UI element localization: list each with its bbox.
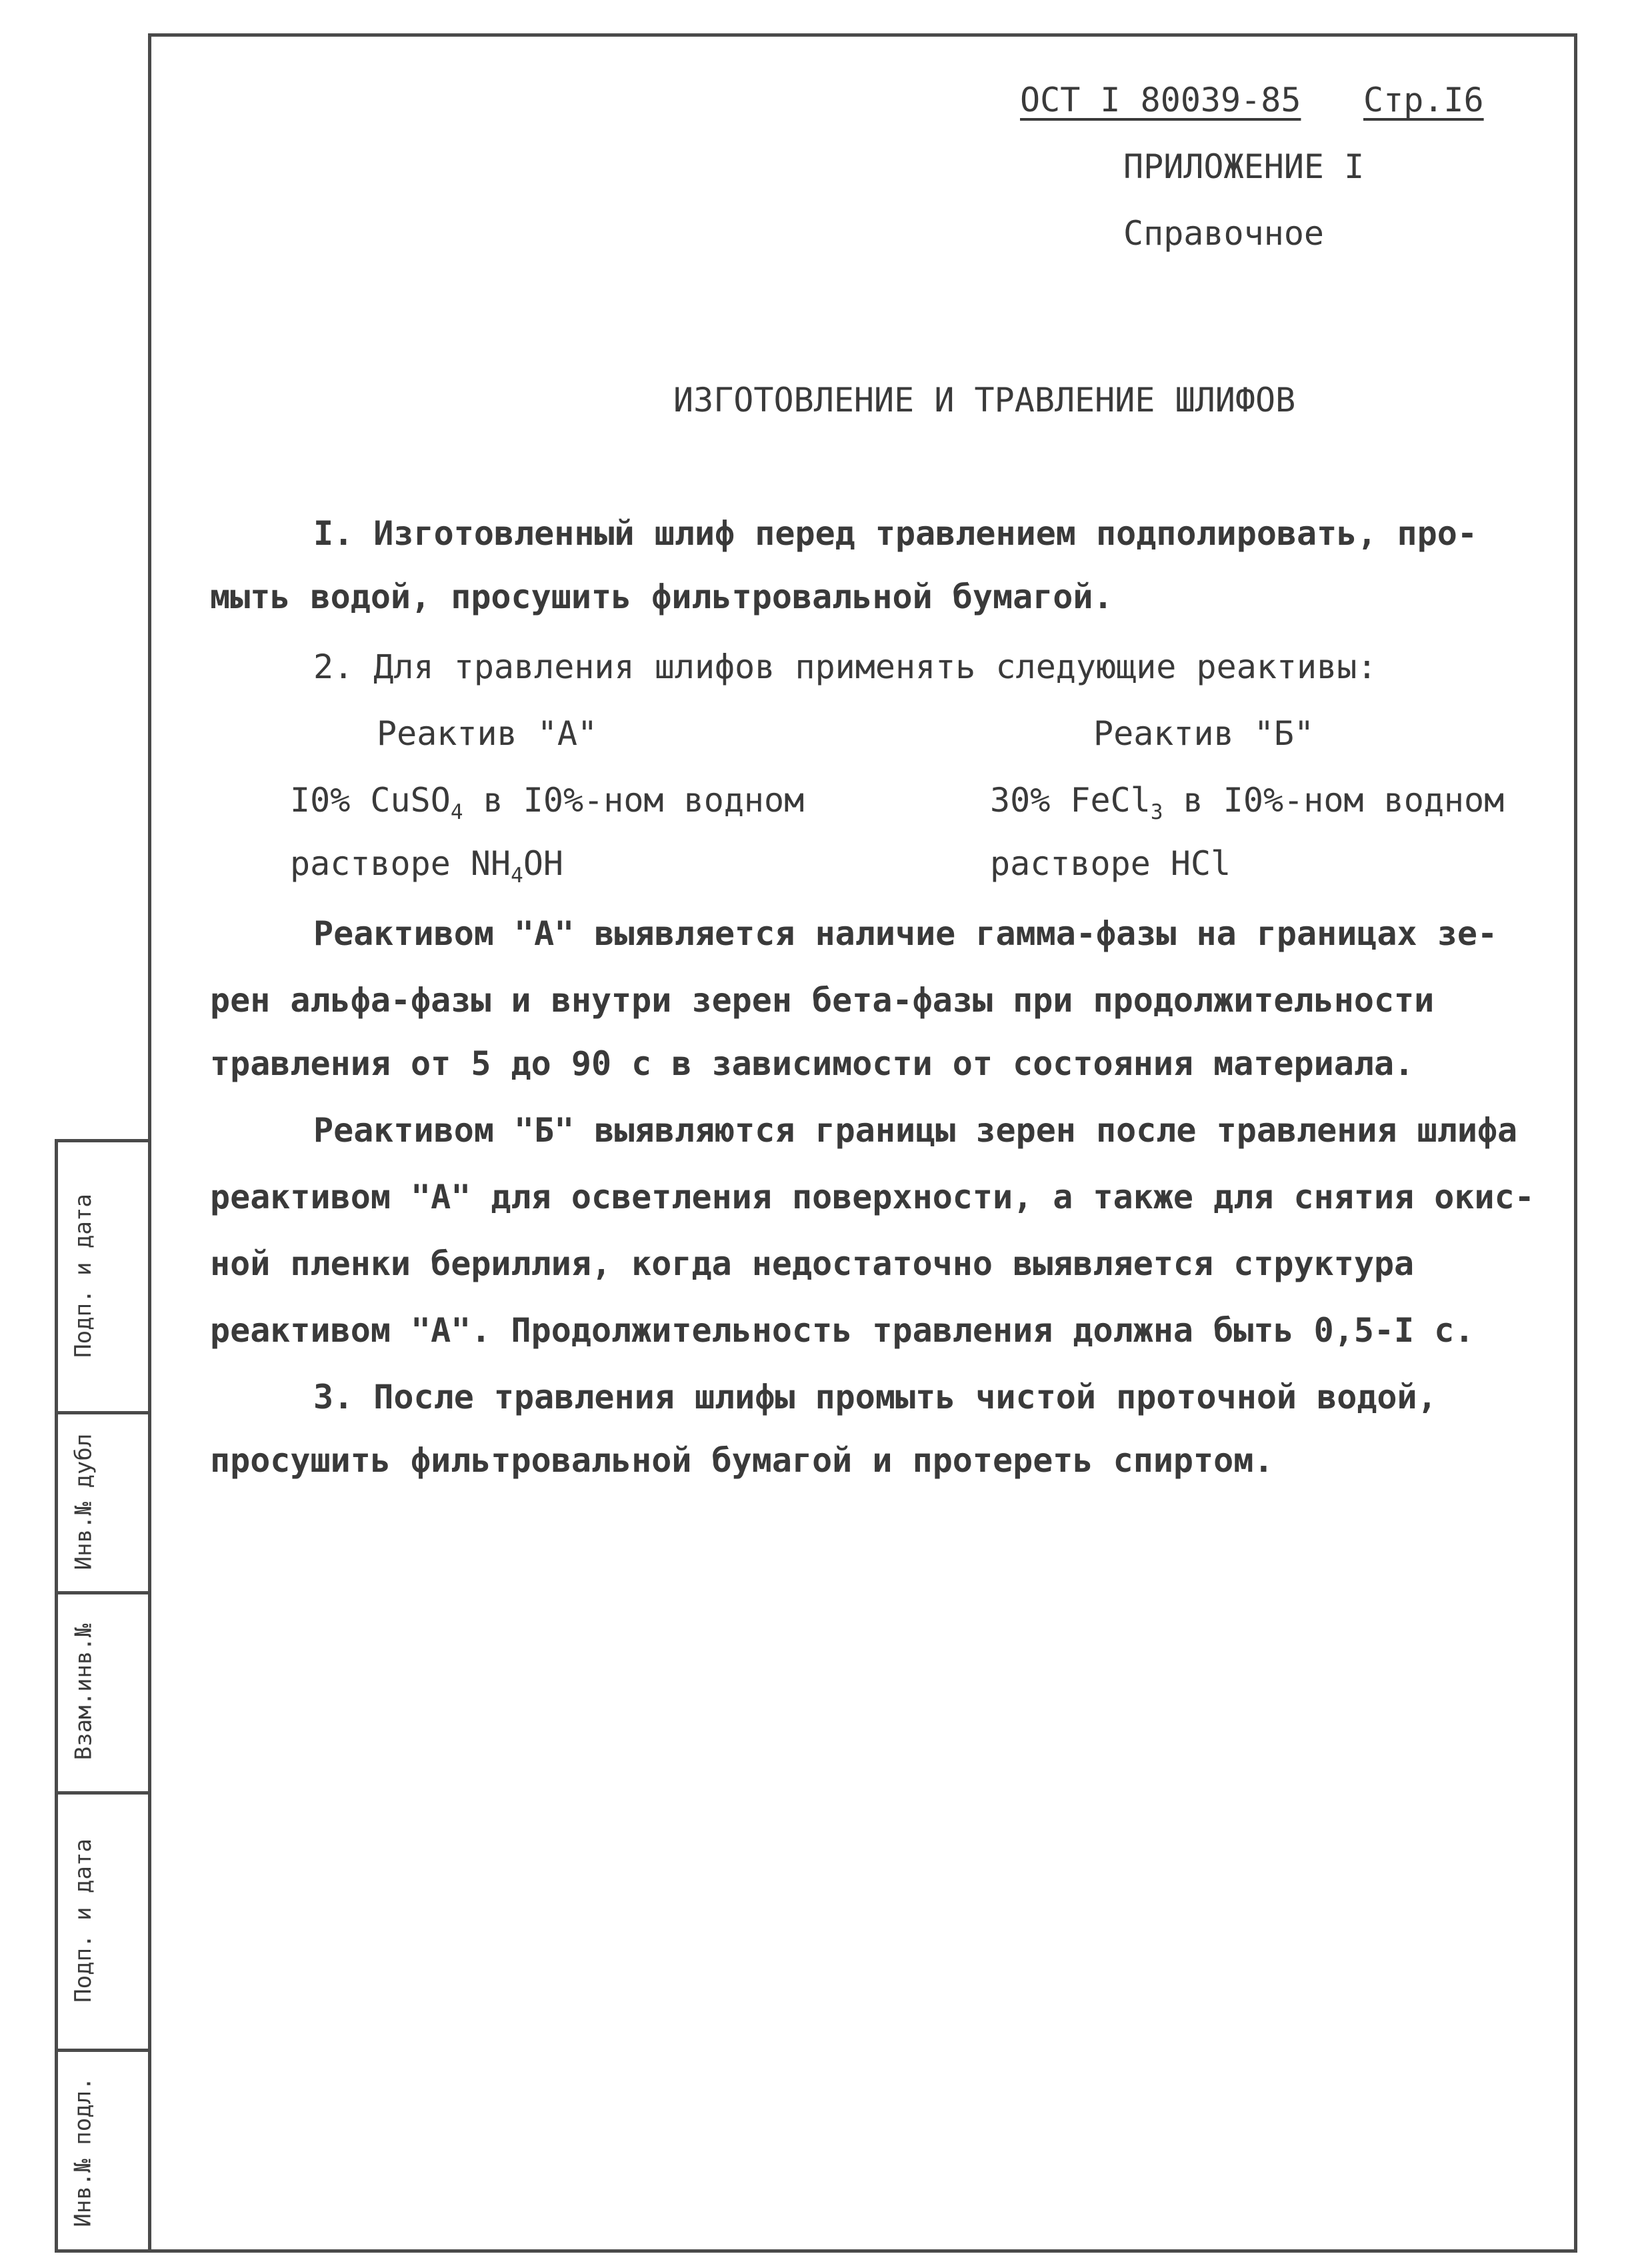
doc-code: ОСТ I 80039-85 [1020, 81, 1301, 119]
side-row-sign-date-1 [58, 1142, 151, 1414]
reagent-b-formula: 30% FeCl$_3$ в I0%-ном водном [990, 781, 1505, 824]
reagent-b-solution: растворе HCl [990, 844, 1231, 883]
side-row-orig-inv [58, 2052, 151, 2253]
side-label-sign-date-2: Подп. и дата [70, 1839, 97, 2003]
para4-line2: реактивом "А" для осветления поверхности, а также для снятия окис- [210, 1178, 1535, 1216]
para4-line4: реактивом "А". Продолжительность травления должна быть 0,5-I с. [210, 1311, 1475, 1350]
appendix-label: ПРИЛОЖЕНИЕ I [1123, 147, 1365, 186]
reagent-b-title: Реактив "Б" [1093, 714, 1315, 753]
para4-line3: ной пленки бериллия, когда недостаточно выявляется структура [210, 1244, 1415, 1283]
reagent-a-title: Реактив "А" [377, 714, 598, 753]
side-label-orig-inv: Инв.№ подл. [70, 2077, 97, 2227]
side-label-replace-inv: Взам.инв.№ [70, 1623, 97, 1761]
side-stamp [55, 1139, 151, 2253]
side-label-sign-date-1: Подп. и дата [70, 1194, 97, 1358]
page-number: Стр.I6 [1363, 81, 1484, 119]
para4-line1: Реактивом "Б" выявляются границы зерен после травления шлифа [313, 1111, 1518, 1150]
page-title: ИЗГОТОВЛЕНИЕ И ТРАВЛЕНИЕ ШЛИФОВ [673, 381, 1296, 419]
side-row-replace-inv [58, 1594, 151, 1795]
side-row-dup-inv [58, 1414, 151, 1594]
para1-line1: I. Изготовленный шлиф перед травлением подполировать, про- [313, 514, 1477, 553]
para1-line2: мыть водой, просушить фильтровальной бумагой. [210, 578, 1113, 616]
para5-line2: просушить фильтровальной бумагой и протереть спиртом. [210, 1441, 1274, 1480]
para3-line3: травления от 5 до 90 с в зависимости от состояния материала. [210, 1044, 1415, 1083]
reagent-a-solution: растворе $NH_4OH$ [290, 844, 564, 888]
side-label-dup-inv: Инв.№ дубл [70, 1433, 97, 1570]
para3-line2: рен альфа-фазы и внутри зерен бета-фазы при продолжительности [210, 981, 1435, 1020]
appendix-status: Справочное [1123, 214, 1325, 253]
para2-line1: 2. Для травления шлифов применять следующие реактивы: [313, 648, 1377, 686]
side-row-sign-date-2 [58, 1795, 151, 2052]
para5-line1: 3. После травления шлифы промыть чистой проточной водой, [313, 1378, 1437, 1416]
para3-line1: Реактивом "А" выявляется наличие гамма-фазы на границах зе- [313, 914, 1498, 953]
reagent-a-formula: I0% CuSO$_4$ в I0%-ном водном [290, 781, 805, 824]
